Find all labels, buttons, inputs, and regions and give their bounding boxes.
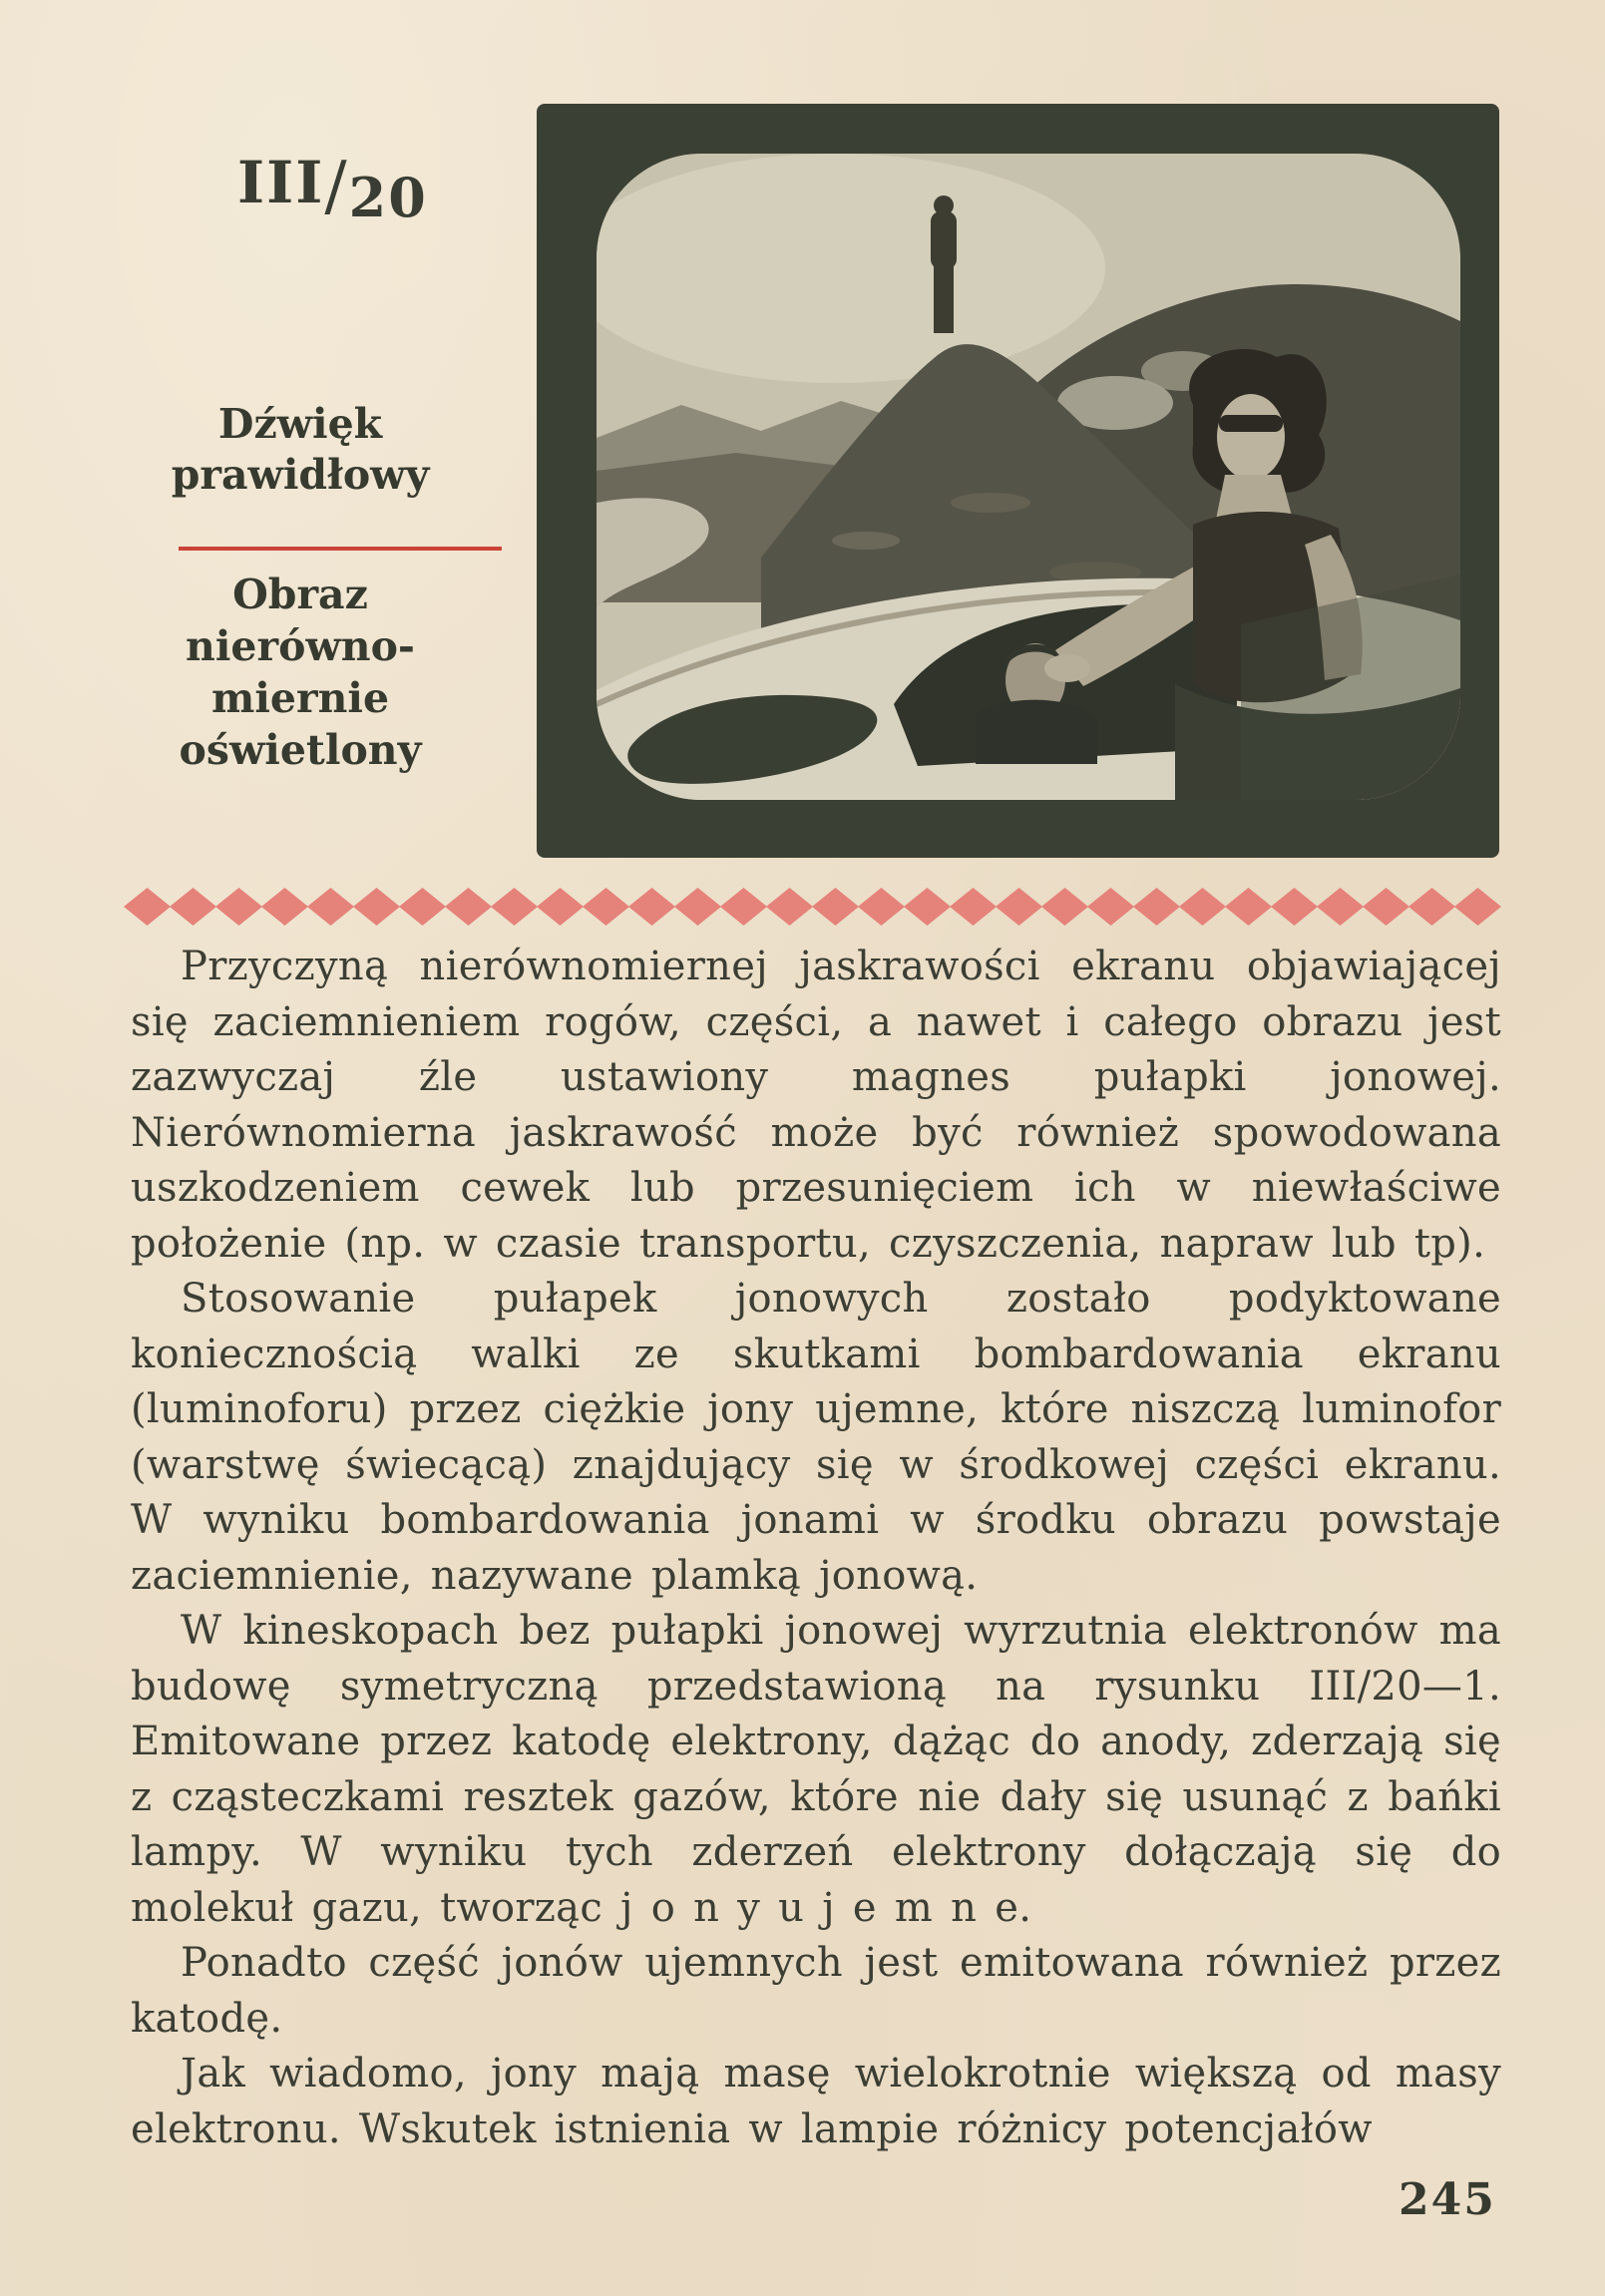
woman-face [1217,394,1285,480]
diamond-divider [124,884,1502,930]
diamond-shape [445,888,492,926]
image-status-caption [118,569,483,776]
statue-figure [931,211,957,269]
diamond-shape [307,888,354,926]
diamond-shape [628,888,675,926]
diamond-shape [766,888,813,926]
diamond-shape [353,888,400,926]
sky-highlight [567,154,1105,383]
sound-status-line: Dźwięk [217,400,383,448]
page-number: 245 [1399,2174,1496,2225]
diamond-shape [950,888,997,926]
paragraph: Ponadto część jonów ujemnych jest emitowana również przez katodę. [131,1940,1501,2042]
diamond-shape [583,888,629,926]
driver-body [976,700,1097,764]
diamond-shape [1271,888,1318,926]
diamond-shape [261,888,308,926]
diamond-shape [170,888,216,926]
statue-pedestal [934,265,954,333]
diamond-shape [491,888,538,926]
figure-label-roman: III [237,149,325,216]
diamond-shape [996,888,1042,926]
paragraph: W kineskopach bez pułapki jonowej wyrzutnia elektronów ma budowę symetryczną przedstawioną na rysunku III/20—1. Emitowane przez katodę elektrony, dążąc do anody, zderzają się z cząsteczkami resztek gazów, które nie dały się usunąć z bańki lampy. W wyniku tych zderzeń elektrony dołączają się do molekuł gazu, tworząc j o n y u j e m n e. [131,1608,1501,1931]
hill-texture [951,493,1030,513]
paragraph: Stosowanie pułapek jonowych zostało podyktowane koniecznością walki ze skutkami bombardowania ekranu (luminoforu) przez ciężkie jony ujemne, które niszczą luminofor (warstwę świecącą) znajdujący się w środkowej części ekranu. W wyniku bombardowania jonami w środku obrazu powstaje zaciemnienie, nazywane plamką jonową. [131,1276,1501,1599]
image-status-line: nierówno- [186,622,415,670]
diamond-shape [1041,888,1088,926]
diamond-shape [1225,888,1272,926]
diamond-shape [1317,888,1364,926]
diamond-shape [674,888,721,926]
sound-status-caption [118,399,483,501]
diamond-shape [858,888,905,926]
diamond-shape [215,888,262,926]
woman-sunglasses [1219,415,1283,432]
red-rule [179,547,502,551]
image-status-line: oświetlony [179,726,422,774]
body-text [131,940,1501,2157]
paragraph: Jak wiadomo, jony mają masę wielokrotnie większą od masy elektronu. Wskutek istnienia w lampie różnicy potencjałów [131,2051,1501,2152]
diamond-shape [904,888,951,926]
diamond-shape [1363,888,1409,926]
diamond-shape [1133,888,1180,926]
woman-hand [1044,654,1090,682]
diamond-shape [1454,888,1501,926]
diamond-shape [124,888,171,926]
image-status-line: miernie [210,674,390,722]
diamond-shape [1087,888,1134,926]
diamond-shape [537,888,584,926]
figure-label-separator: / [324,148,349,224]
diamond-shape [720,888,767,926]
crt-screen [567,154,1460,800]
paragraph: Przyczyną nierównomiernej jaskrawości ekranu objawiającej się zaciemnieniem rogów, części, a nawet i całego obrazu jest zazwyczaj źle ustawiony magnes pułapki jonowej. Nierównomierna jaskrawość może być również spowodowana uszkodzeniem cewek lub przesunięciem ich w niewłaściwe położenie (np. w czasie transportu, czyszczenia, napraw lub tp). [131,944,1501,1267]
hill-texture [832,532,900,550]
statue-head [934,195,954,215]
diamond-shape [1179,888,1226,926]
figure-label [237,148,428,229]
diamond-shape [1408,888,1455,926]
diamond-shape [812,888,859,926]
tv-screen-photo-figure [537,104,1499,858]
figure-label-number: 20 [348,166,428,229]
tv-photo-illustration [537,104,1499,858]
image-status-line: Obraz [232,571,368,618]
diamond-shape [399,888,446,926]
sound-status-line: prawidłowy [171,451,430,499]
